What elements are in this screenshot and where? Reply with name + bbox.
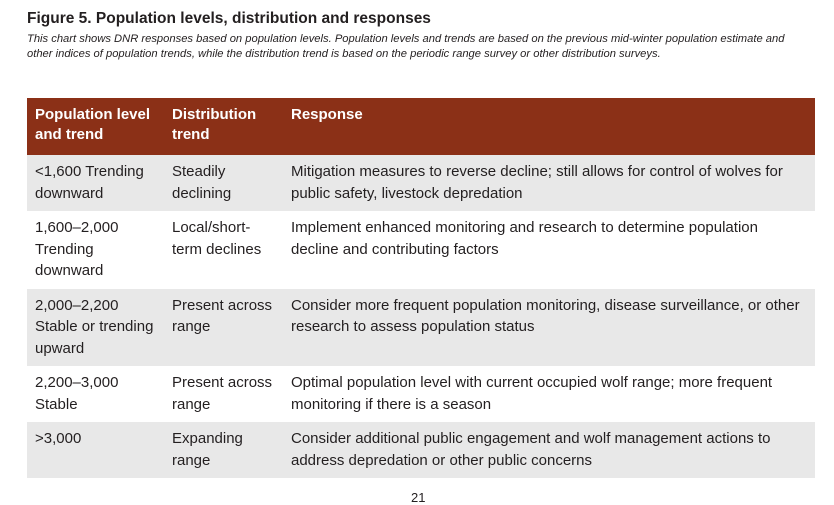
cell-population: >3,000 [27,422,164,478]
cell-distribution: Steadily declining [164,155,283,211]
page-number: 21 [411,490,426,505]
table-row [27,155,815,211]
figure-header [27,9,815,61]
cell-response: Consider more frequent population monitoring, disease surveillance, or other research to assess population status [283,289,815,367]
table-row [27,366,815,422]
figure-caption: This chart shows DNR responses based on population levels. Population levels and trends are based on the previous mid-winter population estimate and other indices of population trends, while the distribution trend is based on the periodic range survey or other distribution surveys. [27,33,785,60]
cell-population: 2,200–3,000 Stable [27,366,164,422]
table-row [27,289,815,367]
table-header-row [27,98,815,155]
cell-population: 1,600–2,000 Trending downward [27,211,164,289]
table-row [27,422,815,478]
cell-population: 2,000–2,200 Stable or trending upward [27,289,164,367]
cell-response: Implement enhanced monitoring and research to determine population decline and contributing factors [283,211,815,289]
cell-response: Mitigation measures to reverse decline; still allows for control of wolves for public safety, livestock depredation [283,155,815,211]
cell-population: <1,600 Trending downward [27,155,164,211]
cell-distribution: Present across range [164,289,283,367]
cell-response: Consider additional public engagement and wolf management actions to address depredation or other public concerns [283,422,815,478]
response-table [27,98,815,478]
cell-response: Optimal population level with current occupied wolf range; more frequent monitoring if there is a season [283,366,815,422]
header-distribution-trend: Distribution trend [164,98,283,155]
cell-distribution: Local/short-term declines [164,211,283,289]
header-response: Response [283,98,815,155]
figure-title: Figure 5. Population levels, distribution and responses [27,10,431,27]
table-row [27,211,815,289]
header-population-level: Population level and trend [27,98,164,155]
cell-distribution: Present across range [164,366,283,422]
cell-distribution: Expanding range [164,422,283,478]
